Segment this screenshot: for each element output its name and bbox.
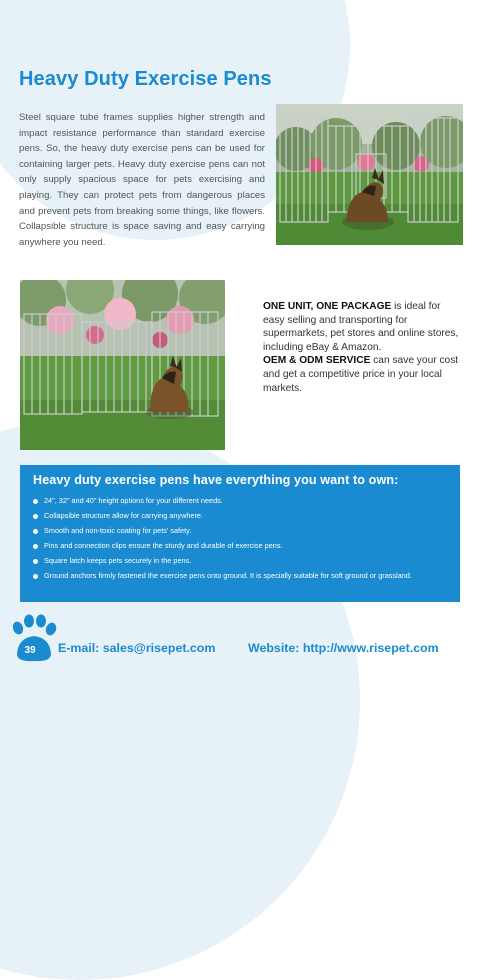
product-photo-square-pen bbox=[20, 280, 225, 450]
feature-item: Pins and connection clips ensure the sturdy and durable of exercise pens. bbox=[33, 541, 448, 551]
page-title: Heavy Duty Exercise Pens bbox=[19, 68, 272, 90]
features-title: Heavy duty exercise pens have everything you want to own: bbox=[33, 473, 399, 487]
feature-item: Square latch keeps pets securely in the pens. bbox=[33, 556, 448, 566]
package-heading: ONE UNIT, ONE PACKAGE bbox=[263, 301, 392, 312]
feature-item: Smooth and non-toxic coating for pets' safety. bbox=[33, 526, 448, 536]
feature-item: Ground anchors firmly fastened the exercise pens onto ground. It is specially suitable for soft ground or grassland. bbox=[33, 571, 448, 581]
feature-item: Collapsible structure allow for carrying anywhere. bbox=[33, 511, 448, 521]
oem-text: can save your cost and get a competitive price in your local markets. bbox=[263, 355, 459, 394]
footer-email[interactable]: E-mail: sales@risepet.com bbox=[58, 641, 216, 655]
package-text: is ideal for easy selling and transporting for supermarkets, pet stores and online stores, including eBay & Amazon. bbox=[263, 301, 459, 353]
footer-website[interactable]: Website: http://www.risepet.com bbox=[248, 641, 439, 655]
product-photo-octagon-pen bbox=[276, 104, 463, 245]
package-service-text bbox=[263, 300, 461, 395]
features-panel bbox=[20, 465, 460, 602]
oem-heading: OEM & ODM SERVICE bbox=[263, 355, 371, 367]
features-list bbox=[33, 496, 448, 581]
page-number: 39 bbox=[24, 645, 36, 656]
feature-item: 24", 32" and 40" height options for your different needs. bbox=[33, 496, 448, 506]
intro-paragraph: Steel square tube frames supplies higher strength and impact resistance performance than standard exercise pens. So, the heavy duty exercise pens can be used for containing larger pets. Heavy duty exercise pens can not only supply spacious space for pets exercising and playing. They can protect pets from dangerous places and prevent pets from breaking some things, like flowers. Collapsible structure is space saving and easy carrying anywhere you need. bbox=[19, 112, 265, 248]
